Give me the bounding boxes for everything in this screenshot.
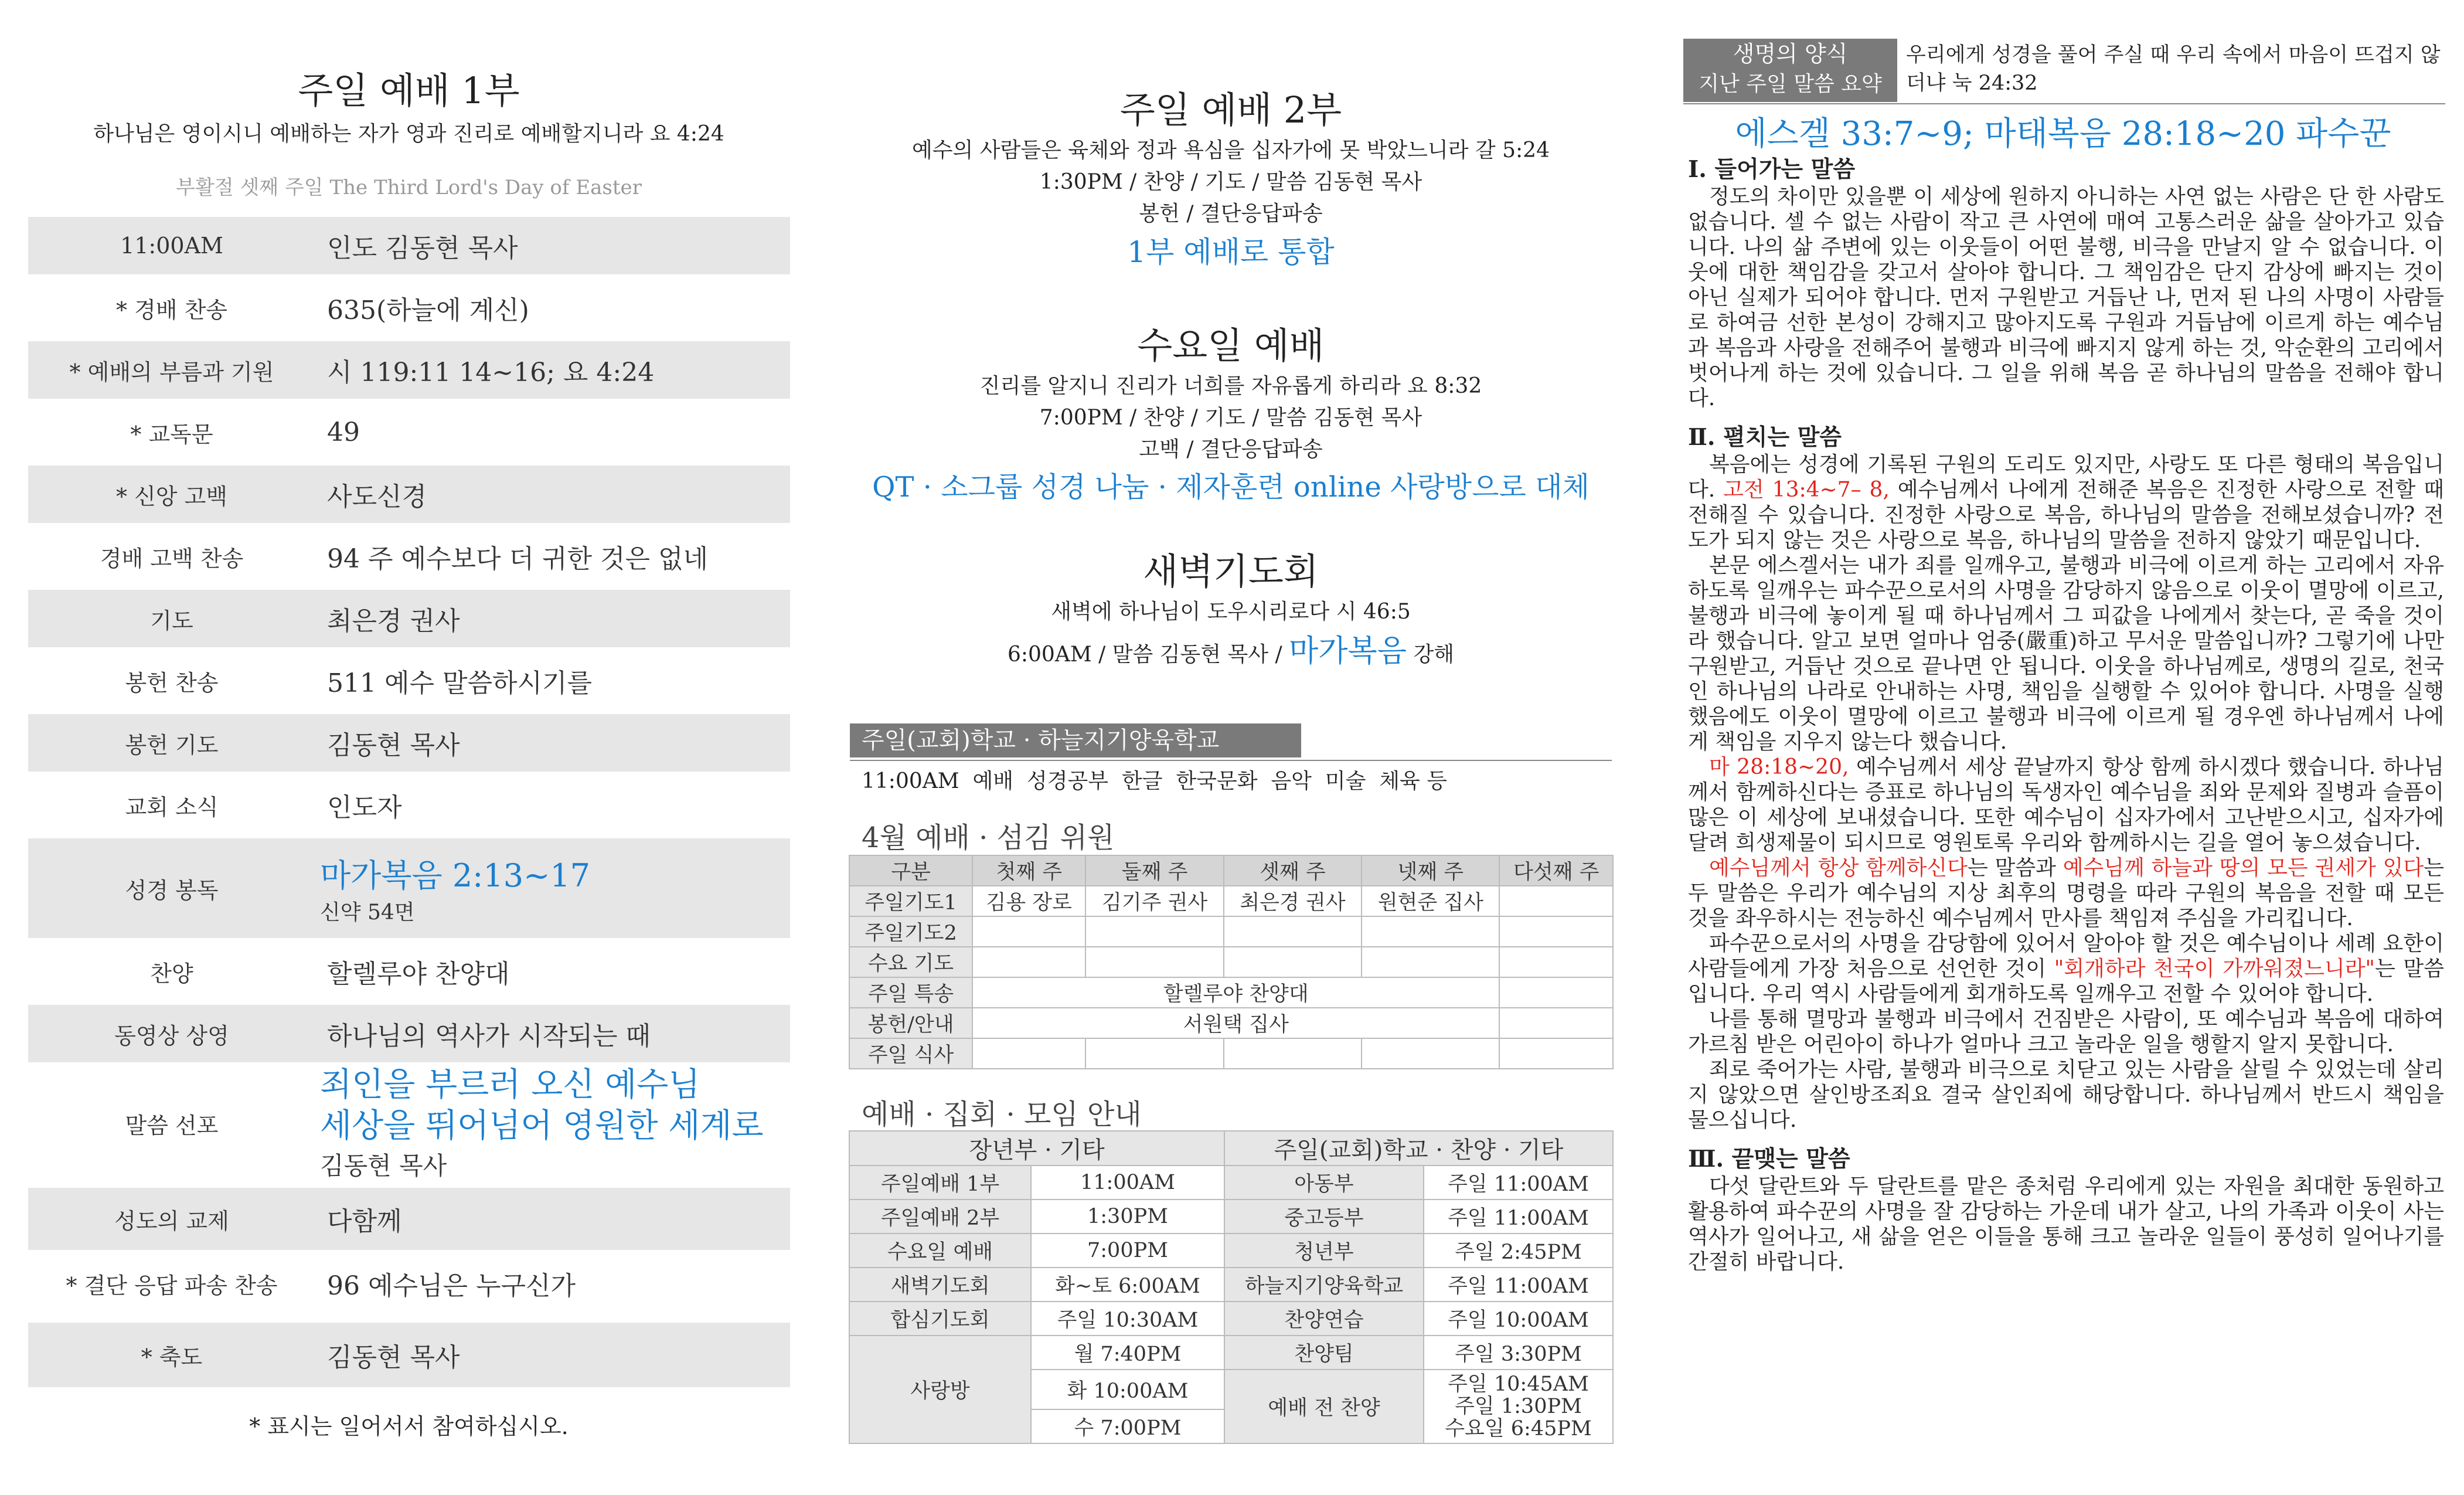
committee-role: 봉헌/안내 <box>849 1008 972 1038</box>
order-row <box>28 217 790 274</box>
school-programs: 11:00AM 예배 성경공부 한글 한국문화 음악 미술 체육 등 <box>862 769 1448 793</box>
committee-cell <box>1224 1038 1362 1069</box>
schedule-time: 수 7:00PM <box>1031 1409 1224 1443</box>
sermon-summary-column <box>1676 0 2450 1495</box>
paragraph-text: 복음에는 성경에 기록된 구원의 도리도 있지만, 사랑도 또 다른 형태의 복음입니다. <box>1688 453 2444 502</box>
committee-header: 둘째 주 <box>1085 855 1223 886</box>
order-label: 말씀 선포 <box>125 1112 219 1139</box>
order-value: 최은경 권사 <box>327 606 460 636</box>
schedule-title: 예배 · 집회 · 모임 안내 <box>862 1098 1142 1131</box>
scripture-reference: 마가복음 2:13~17 <box>320 857 591 894</box>
order-row <box>28 1065 790 1182</box>
wednesday-notice: QT · 소그룹 성경 나눔 · 제자훈련 online 사랑방으로 대체 <box>872 471 1590 504</box>
committee-cell <box>1085 1038 1223 1069</box>
committee-cell: 김용 장로 <box>972 886 1085 916</box>
order-value: 시 119:11 14~16; 요 4:24 <box>327 358 655 388</box>
order-label: * 경배 찬송 <box>116 297 227 323</box>
schedule-table <box>849 1130 1614 1444</box>
committee-row <box>849 1038 1613 1069</box>
schedule-time: 주일 10:00AM <box>1424 1302 1613 1336</box>
sermon-summary-title: 에스겔 33:7~9; 마태복음 28:18~20 파수꾼 <box>1735 115 2391 153</box>
committee-cell <box>1085 916 1223 947</box>
dawn-book: 마가복음 <box>1289 634 1407 669</box>
paragraph-text: 는 말씀입니다. 우리 역시 사람들에게 회개하도록 일깨우고 전할 수 있어야 합니다. <box>1688 957 2444 1006</box>
committee-header: 넷째 주 <box>1362 855 1499 886</box>
committee-title: 4월 예배 · 섬김 위원 <box>862 821 1115 854</box>
sermon-quote: 우리에게 성경을 풀어 주실 때 우리 속에서 마음이 뜨겁지 않더냐 눅 24:32 <box>1906 43 2441 95</box>
schedule-time: 주일 10:30AM <box>1031 1302 1224 1336</box>
section-heading: Ⅰ. 들어가는 말씀 <box>1688 156 1856 183</box>
schedule-name: 사랑방 <box>849 1336 1031 1443</box>
sunday2-verse: 예수의 사람들은 육체와 정과 욕심을 십자가에 못 박았느니라 갈 5:24 <box>911 138 1550 162</box>
order-value: 할렐루야 찬양대 <box>327 959 510 989</box>
committee-row <box>849 916 1613 947</box>
paragraph-text: 는 두 말씀은 우리가 예수님의 지상 최후의 명령을 따라 구원의 복음을 전할 때 모든 것을 좌우하시는 전능하신 예수님께서 만사를 책임져 주심을 가리킵니다. <box>1688 856 2444 930</box>
body-paragraph: 죄로 죽어가는 사람, 불행과 비극으로 치닫고 있는 사람을 살릴 수 있었는데 살리지 않았으면 살인방조죄요 결국 살인죄에 해당합니다. 하나님께서 반드시 책임을 물으십니다. <box>1688 1058 2444 1132</box>
order-value: 김동현 목사 <box>327 1343 460 1372</box>
dawn-order <box>844 626 1618 670</box>
scripture-reading <box>315 851 790 926</box>
schedule-time: 주일 2:45PM <box>1424 1234 1613 1268</box>
standing-footnote: * 표시는 일어서서 참여하십시오. <box>249 1414 569 1439</box>
committee-cell: 할렐루야 찬양대 <box>972 977 1499 1008</box>
committee-cell <box>1499 977 1613 1008</box>
body-paragraph: 본문 에스겔서는 내가 죄를 일깨우고, 불행과 비극에 이르게 하는 고리에서 자유하도록 일깨우는 파수꾼으로서의 사명을 감당하지 않음으로 이웃이 멸망에 이르고, 불행과 비극에 놓이게 될 때 하나님께서 그 피값을 나에게서 찾는다, 곧 죽을 것이라 했습니다. 알고 보면 얼마나 엄중(嚴重)하고 무서운 말씀입니까? 그렇기에 나만 구원받고, 거듭난 것으로 끝나면 안 됩니다. 이웃을 하나님께로, 생명의 길로, 천국인 하나님의 나라로 안내하는 사명, 책임을 실행할 수 있어야 합니다. 사명을 실행했음에도 이웃이 멸망에 이르고 불행과 비극에 이르게 될 경우엔 하나님께서 나에게 책임을 지우지 않는다 했습니다. <box>1688 553 2444 754</box>
schedule-time: 수요일 6:45PM <box>1445 1417 1592 1440</box>
schedule-name: 수요일 예배 <box>849 1234 1031 1268</box>
sermon-sublabel: 지난 주일 말씀 요약 <box>1699 72 1882 96</box>
schedule-time: 주일 11:00AM <box>1424 1200 1613 1234</box>
red-highlight: 예수님께서 항상 함께하신다 <box>1709 856 1968 880</box>
committee-cell <box>1499 947 1613 977</box>
order-label: 찬양 <box>150 960 193 987</box>
committee-row <box>849 947 1613 977</box>
committee-role: 주일기도1 <box>849 886 972 916</box>
paragraph-text: 는 말씀과 <box>1967 856 2056 880</box>
preacher: 김동현 목사 <box>320 1151 447 1180</box>
schedule-time: 주일 11:00AM <box>1424 1268 1613 1302</box>
schedule-time: 주일 10:45AM <box>1448 1372 1589 1396</box>
red-highlight: "회개하라 천국이 가까워졌느니라" <box>2054 957 2375 981</box>
order-row <box>28 590 790 647</box>
committee-cell <box>972 1038 1085 1069</box>
scripture-highlight: 고전 13:4~7– 8, <box>1723 478 1890 502</box>
schedule-name: 예배 전 찬양 <box>1224 1370 1424 1443</box>
body-paragraph <box>1688 931 2444 1007</box>
order-row <box>28 1005 790 1062</box>
committee-role: 수요 기도 <box>849 947 972 977</box>
committee-role: 주일 식사 <box>849 1038 972 1069</box>
wednesday-verse: 진리를 알지니 진리가 너희를 자유롭게 하리라 요 8:32 <box>979 374 1482 398</box>
body-paragraph <box>1688 755 2444 855</box>
order-value: 635(하늘에 계신) <box>327 295 529 325</box>
order-row <box>28 466 790 523</box>
schedule-row <box>849 1200 1613 1234</box>
order-value: 김동현 목사 <box>327 730 460 760</box>
sunday-service-1-column <box>23 0 794 1495</box>
order-value: 94 주 예수보다 더 귀한 것은 없네 <box>327 544 708 574</box>
schedule-name: 아동부 <box>1224 1166 1424 1200</box>
order-label: 봉헌 찬송 <box>125 670 219 696</box>
red-highlight: 예수님께 하늘과 땅의 모든 권세가 있다 <box>2063 856 2424 880</box>
order-row <box>28 403 790 461</box>
committee-cell: 원현준 집사 <box>1362 886 1499 916</box>
schedule-row <box>849 1234 1613 1268</box>
order-row <box>28 776 790 834</box>
sermon-label: 생명의 양식 <box>1733 41 1848 67</box>
section-heading: Ⅱ. 펼치는 말씀 <box>1688 424 1842 451</box>
committee-header: 다섯째 주 <box>1499 855 1613 886</box>
committee-cell <box>972 916 1085 947</box>
paragraph-text: 예수님께서 세상 끝날까지 항상 함께 하시겠다 했습니다. 하나님께서 함께하신다는 증표로 하나님의 독생자인 예수님을 죄와 문제와 질병과 슬픔이 많은 이 세상에 보내셨습니다. 또한 예수님이 십자가에서 고난받으시고, 십자가에 달려 희생제물이 되시므로 영원토록 우리와 함께하시는 길을 열어 놓으셨습니다. <box>1688 755 2444 855</box>
dawn-verse: 새벽에 하나님이 도우시리로다 시 46:5 <box>1051 600 1411 624</box>
order-row <box>28 943 790 1000</box>
section-heading: Ⅲ. 끝맺는 말씀 <box>1688 1146 1850 1173</box>
order-label: 11:00AM <box>120 233 223 259</box>
committee-cell <box>1362 1038 1499 1069</box>
schedule-name: 찬양팀 <box>1224 1336 1424 1370</box>
sunday2-notice: 1부 예배로 통합 <box>1127 235 1335 269</box>
schedule-time-multi <box>1424 1370 1613 1443</box>
body-paragraph: 나를 통해 멸망과 불행과 비극에서 건짐받은 사람이, 또 예수님과 복음에 대하여 가르침 받은 어린아이 하나가 얼마나 크고 놀라운 일을 행할지 알지 못합니다. <box>1688 1007 2444 1056</box>
sunday2-title: 주일 예배 2부 <box>1119 89 1342 131</box>
order-row <box>28 1323 790 1387</box>
committee-cell: 서원택 집사 <box>972 1008 1499 1038</box>
dawn-order-suffix: 강해 <box>1413 643 1454 667</box>
order-row <box>28 838 790 938</box>
committee-cell <box>1224 947 1362 977</box>
committee-cell <box>1499 886 1613 916</box>
committee-cell: 최은경 권사 <box>1224 886 1362 916</box>
order-row <box>28 528 790 585</box>
schedule-time: 1:30PM <box>1031 1200 1224 1234</box>
sermon-body <box>1688 151 2444 1275</box>
committee-cell <box>1362 947 1499 977</box>
committee-table <box>849 855 1614 1069</box>
order-value: 사도신경 <box>327 482 427 512</box>
sermon-label-box <box>1683 39 1897 102</box>
committee-cell <box>1085 947 1223 977</box>
committee-cell <box>1362 916 1499 947</box>
committee-role: 주일기도2 <box>849 916 972 947</box>
wednesday-order: 7:00PM / 찬양 / 기도 / 말씀 김동현 목사 <box>1039 406 1422 430</box>
school-header: 주일(교회)학교 · 하늘지기양육학교 <box>850 723 1301 757</box>
schedule-time: 화~토 6:00AM <box>1031 1268 1224 1302</box>
school-divider <box>850 760 1612 761</box>
dawn-title: 새벽기도회 <box>1143 550 1319 593</box>
scripture-page: 신약 54면 <box>320 901 415 925</box>
committee-header: 첫째 주 <box>972 855 1085 886</box>
paragraph-text: 예수님께서 나에게 전해준 복음은 진정한 사랑으로 전할 때 전해질 수 있습니다. 진정한 사랑으로 복음, 하나님의 말씀을 전해보셨습니까? 전도가 되지 않는 것은 사랑으로 복음, 하나님의 말씀을 전하지 않았기 때문입니다. <box>1688 478 2444 552</box>
committee-cell: 김기주 권사 <box>1085 886 1223 916</box>
middle-column <box>844 0 1618 1495</box>
sunday2-order-2: 봉헌 / 결단응답파송 <box>1139 202 1323 226</box>
schedule-name: 주일예배 2부 <box>849 1200 1031 1234</box>
schedule-name: 청년부 <box>1224 1234 1424 1268</box>
committee-cell <box>1499 1038 1613 1069</box>
order-label: * 예배의 부름과 기원 <box>69 359 274 385</box>
committee-row <box>849 1008 1613 1038</box>
schedule-row <box>849 1302 1613 1336</box>
schedule-name: 새벽기도회 <box>849 1268 1031 1302</box>
dawn-order-text: 6:00AM / 말씀 김동현 목사 / <box>1007 643 1282 667</box>
schedule-time: 11:00AM <box>1031 1166 1224 1200</box>
committee-cell <box>1224 916 1362 947</box>
body-paragraph <box>1688 452 2444 553</box>
scripture-highlight: 마 28:18~20, <box>1709 755 1849 779</box>
committee-row <box>849 886 1613 916</box>
body-paragraph: 정도의 차이만 있을뿐 이 세상에 원하지 아니하는 사연 없는 사람은 단 한 사람도 없습니다. 셀 수 없는 사람이 작고 큰 사연에 매여 고통스러운 삶을 살아가고 있습니다. 나의 삶 주변에 있는 이웃들이 어떤 불행, 비극을 만날지 알 수 없습니다. 이웃에 대한 책임감을 갖고서 살아야 합니다. 그 책임감은 단지 감상에 빠지는 것이 아닌 실제가 되어야 합니다. 먼저 구원받고 거듭난 나, 먼저 된 나의 사명이 사람들로 하여금 선한 본성이 강해지고 많아지도록 구원과 거듭남에 이르게 하는 예수님과 복음과 사랑을 전해주어 불행과 비극에 빠지지 않게 하는 것, 악순환의 고리에서 벗어나게 하는 것에 있습니다. 그 일을 위해 복음 곧 하나님의 말씀을 전해야 합니다. <box>1688 185 2444 410</box>
schedule-time: 주일 1:30PM <box>1455 1395 1582 1418</box>
schedule-name: 찬양연습 <box>1224 1302 1424 1336</box>
order-value: 다함께 <box>327 1207 402 1236</box>
schedule-name: 중고등부 <box>1224 1200 1424 1234</box>
schedule-row <box>849 1166 1613 1200</box>
schedule-name: 주일예배 1부 <box>849 1166 1031 1200</box>
order-label: * 교독문 <box>130 421 213 447</box>
order-value: 하나님의 역사가 시작되는 때 <box>327 1021 651 1051</box>
order-label: 동영상 상영 <box>114 1022 229 1049</box>
schedule-time: 월 7:40PM <box>1031 1336 1224 1370</box>
committee-header: 셋째 주 <box>1224 855 1362 886</box>
sunday1-title: 주일 예배 1부 <box>298 69 520 112</box>
committee-row <box>849 977 1613 1008</box>
schedule-row <box>849 1268 1613 1302</box>
order-label: 성경 봉독 <box>125 877 219 903</box>
sunday1-verse: 하나님은 영이시니 예배하는 자가 영과 진리로 예배할지니라 요 4:24 <box>93 122 724 146</box>
schedule-left-header: 장년부 · 기타 <box>849 1131 1224 1166</box>
order-label: 봉헌 기도 <box>125 732 219 758</box>
schedule-name: 합심기도회 <box>849 1302 1031 1336</box>
schedule-row <box>849 1336 1613 1370</box>
committee-cell <box>1499 1008 1613 1038</box>
committee-role: 주일 특송 <box>849 977 972 1008</box>
order-label: * 신앙 고백 <box>116 483 227 509</box>
committee-header: 구분 <box>849 855 972 886</box>
schedule-name: 하늘지기양육학교 <box>1224 1268 1424 1302</box>
wednesday-order-2: 고백 / 결단응답파송 <box>1139 437 1323 461</box>
body-paragraph <box>1688 855 2444 931</box>
committee-cell <box>1499 916 1613 947</box>
order-row <box>28 714 790 772</box>
order-value: 511 예수 말씀하시기를 <box>327 668 592 698</box>
order-row <box>28 652 790 709</box>
order-value: 49 <box>327 417 360 447</box>
order-label: * 결단 응답 파송 찬송 <box>66 1272 278 1299</box>
order-label: 성도의 교제 <box>114 1208 229 1234</box>
schedule-time: 화 10:00AM <box>1031 1370 1224 1409</box>
order-row <box>28 279 790 337</box>
schedule-time: 주일 3:30PM <box>1424 1336 1613 1370</box>
sunday2-order: 1:30PM / 찬양 / 기도 / 말씀 김동현 목사 <box>1039 170 1422 194</box>
sunday1-subtitle: 부활절 셋째 주일 The Third Lord's Day of Easter <box>176 176 642 199</box>
schedule-right-header: 주일(교회)학교 · 찬양 · 기타 <box>1224 1131 1613 1166</box>
order-label: * 축도 <box>141 1344 203 1370</box>
sermon-divider <box>1683 103 2445 104</box>
sermon-block <box>315 1065 790 1182</box>
body-paragraph: 다섯 달란트와 두 달란트를 맡은 종처럼 우리에게 있는 자원을 최대한 동원하고 활용하여 파수꾼의 사명을 잘 감당하는 가운데 내가 살고, 나의 가족과 이웃이 사는 역사가 일어나고, 새 삶을 얻은 이들을 통해 크고 놀라운 일들이 풍성히 일어나기를 간절히 바랍니다. <box>1688 1174 2444 1274</box>
order-label: 교회 소식 <box>125 794 219 820</box>
paragraph-text: 파수꾼으로서의 사명을 감당함에 있어서 알아야 할 것은 예수님이나 세례 요한이 사람들에게 가장 처음으로 선언한 것이 <box>1688 932 2444 981</box>
order-value: 96 예수님은 누구신가 <box>327 1271 576 1301</box>
order-row <box>28 1255 790 1312</box>
sermon-title: 죄인을 부르러 오신 예수님 <box>320 1066 700 1104</box>
schedule-time: 주일 11:00AM <box>1424 1166 1613 1200</box>
order-row <box>28 341 790 399</box>
order-row <box>28 1188 790 1250</box>
wednesday-title: 수요일 예배 <box>1137 324 1325 367</box>
schedule-time: 7:00PM <box>1031 1234 1224 1268</box>
committee-header-row <box>849 855 1613 886</box>
sermon-subtitle: 세상을 뛰어넘어 영원한 세계로 <box>320 1107 764 1145</box>
committee-cell <box>972 947 1085 977</box>
schedule-header-row <box>849 1131 1613 1166</box>
order-label: 경배 고백 찬송 <box>100 545 244 572</box>
order-value: 인도 김동현 목사 <box>327 233 518 263</box>
order-label: 기도 <box>150 607 193 634</box>
order-value: 인도자 <box>327 793 402 823</box>
